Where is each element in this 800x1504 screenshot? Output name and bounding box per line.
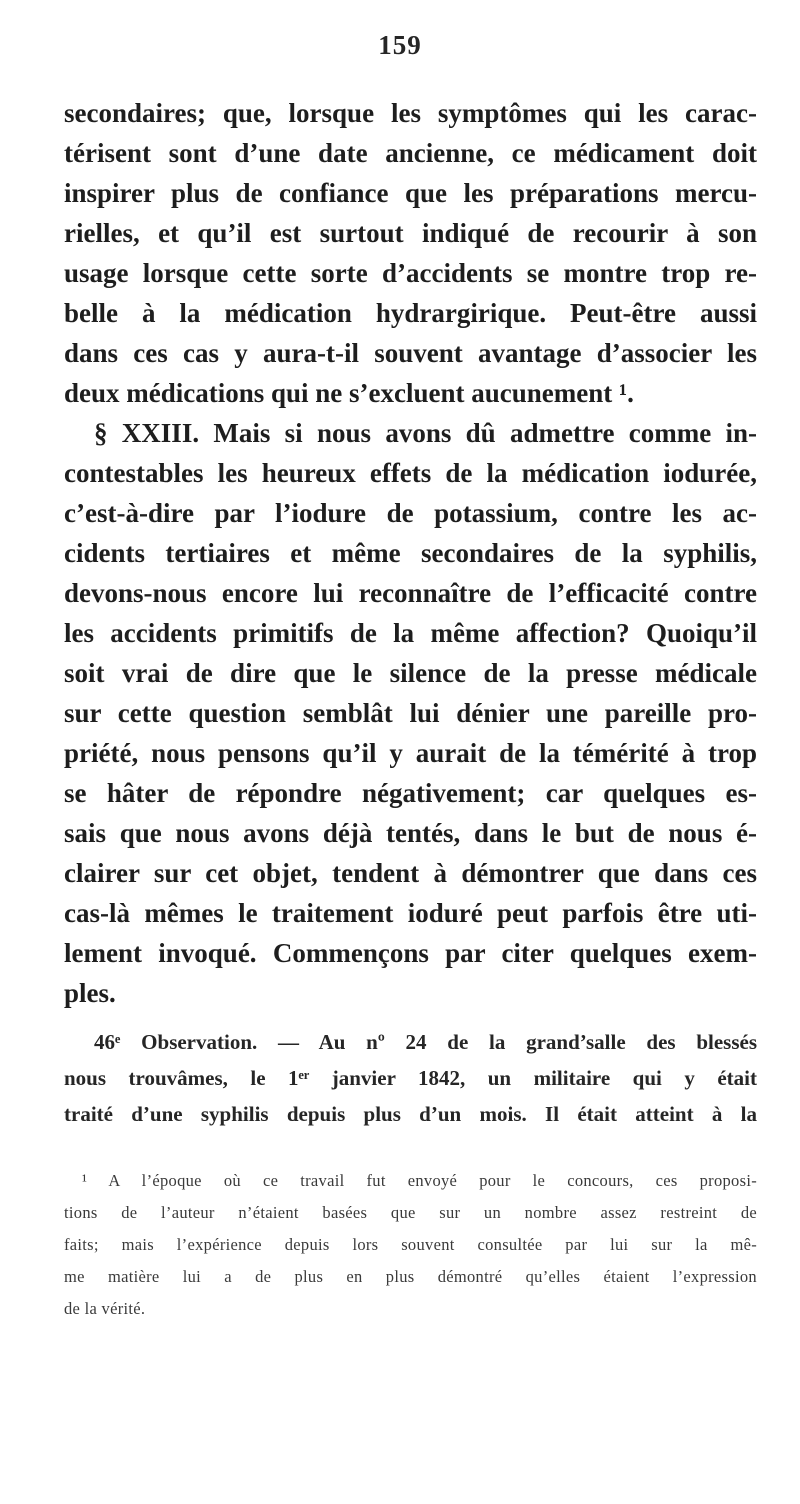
body-line: rielles, et qu’il est surtout indiqué de recourir à son (64, 218, 757, 248)
body-line: soit vrai de dire que le silence de la presse médicale (64, 658, 757, 688)
body-line: deux médications qui ne s’excluent aucunement ¹. (64, 378, 634, 408)
footnote-line: de la vérité. (64, 1299, 146, 1318)
body-line: lement invoqué. Commençons par citer quelques exem- (64, 938, 757, 968)
body-line: cidents tertiaires et même secondaires de la syphilis, (64, 538, 757, 568)
body-line: inspirer plus de confiance que les préparations mercu- (64, 178, 757, 208)
footnote-line: faits; mais l’expérience depuis lors souvent consultée par lui sur la mê- (64, 1235, 757, 1254)
body-line: c’est-à-dire par l’iodure de potassium, contre les ac- (64, 498, 757, 528)
body-line: se hâter de répondre négativement; car quelques es- (64, 778, 757, 808)
footnote-line: me matière lui a de plus en plus démontré qu’elles étaient l’expression (64, 1267, 757, 1286)
body-line: belle à la médication hydrargirique. Peut-être aussi (64, 298, 757, 328)
body-line: priété, nous pensons qu’il y aurait de la témérité à trop (64, 738, 757, 768)
section-heading-line: § XXIII. Mais si nous avons dû admettre comme in- (94, 418, 757, 448)
body-line: secondaires; que, lorsque les symptômes qui les carac- (64, 98, 757, 128)
observation-line: traité d’une syphilis depuis plus d’un mois. Il était atteint à la (64, 1102, 757, 1126)
observation-line: 46ᵉ Observation. — Au nº 24 de la grand’salle des blessés (94, 1030, 757, 1054)
body-line: contestables les heureux effets de la médication iodurée, (64, 458, 757, 488)
body-line: sais que nous avons déjà tentés, dans le but de nous é- (64, 818, 757, 848)
body-line: térisent sont d’une date ancienne, ce médicament doit (64, 138, 757, 168)
body-line: devons-nous encore lui reconnaître de l’efficacité contre (64, 578, 757, 608)
body-line: ples. (64, 978, 116, 1008)
body-line: clairer sur cet objet, tendent à démontrer que dans ces (64, 858, 757, 888)
page-number: 159 (378, 30, 422, 60)
body-line: sur cette question semblât lui dénier une pareille pro- (64, 698, 757, 728)
body-line: les accidents primitifs de la même affection? Quoiqu’il (64, 618, 757, 648)
observation-line: nous trouvâmes, le 1ᵉʳ janvier 1842, un militaire qui y était (64, 1066, 757, 1090)
body-line: usage lorsque cette sorte d’accidents se montre trop re- (64, 258, 757, 288)
body-line: cas-là mêmes le traitement ioduré peut parfois être uti- (64, 898, 757, 928)
body-line: dans ces cas y aura-t-il souvent avantage d’associer les (64, 338, 757, 368)
footnote-line: tions de l’auteur n’étaient basées que sur un nombre assez restreint de (64, 1203, 757, 1222)
footnote-line: ¹ A l’époque où ce travail fut envoyé pour le concours, ces proposi- (82, 1171, 757, 1190)
